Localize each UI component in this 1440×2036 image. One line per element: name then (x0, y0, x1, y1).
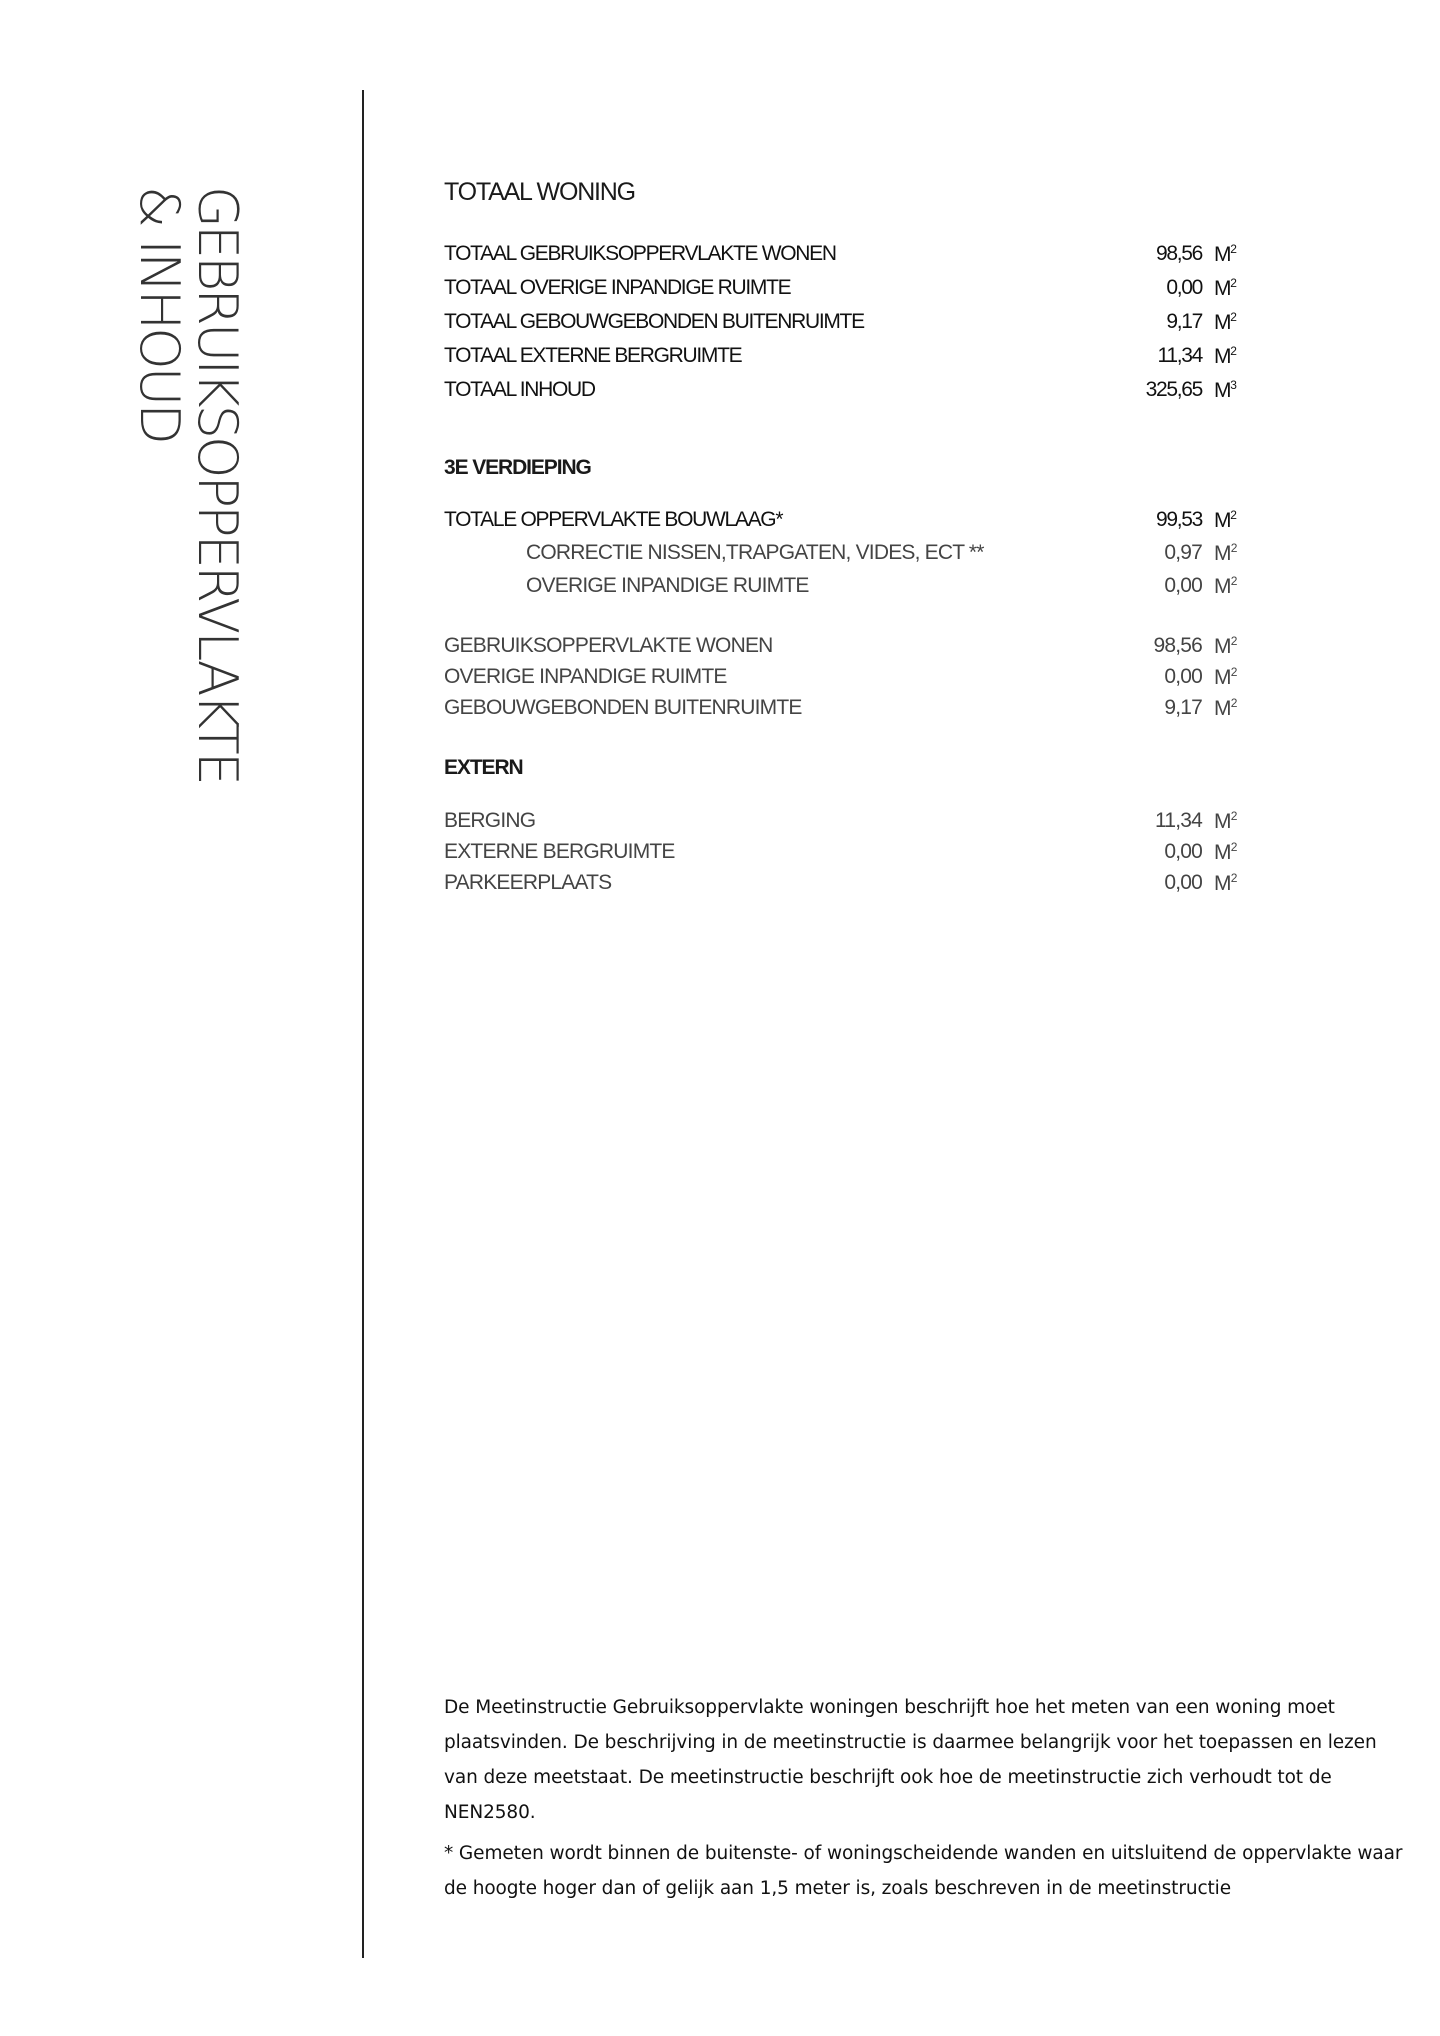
row-value: 11,34 (1155, 809, 1202, 832)
table-row (444, 696, 1244, 726)
row-label: TOTAAL GEBRUIKSOPPERVLAKTE WONEN (444, 242, 836, 265)
row-value: 0,00 (1166, 276, 1202, 299)
note-meetinstructie: De Meetinstructie Gebruiksoppervlakte woningen beschrijft hoe het meten van een woning moet plaatsvinden. De beschrijving in de meetinstructie is daarmee belangrijk voor het toepassen en lezen van deze meetstaat. De meetinstructie beschrijft ook hoe de meetinstructie zich verhoudt tot de NEN2580. (444, 1697, 1377, 1823)
table-row-correction (444, 541, 1244, 571)
row-label: TOTAAL OVERIGE INPANDIGE RUIMTE (444, 276, 791, 299)
table-row (444, 840, 1244, 870)
row-label: OVERIGE INPANDIGE RUIMTE (526, 574, 809, 597)
side-title-line-2: & INHOUD (128, 186, 191, 442)
table-row (444, 871, 1244, 901)
row-label: BERGING (444, 809, 536, 832)
section-heading-totaal-woning: TOTAAL WONING (444, 178, 635, 206)
row-value: 0,00 (1164, 871, 1202, 894)
note-asterisk: * Gemeten wordt binnen de buitenste- of woningscheidende wanden en uitsluitend de oppervlakte waar de hoogte hoger dan of gelijk aan 1,5 meter is, zoals beschreven in de meetinstructie (444, 1843, 1403, 1899)
row-unit: $M^2$ (1214, 696, 1237, 720)
row-value: 0,97 (1164, 541, 1202, 564)
row-label: OVERIGE INPANDIGE RUIMTE (444, 665, 727, 688)
table-row-correction (444, 574, 1244, 604)
row-unit: $M^2$ (1214, 809, 1237, 833)
table-row (444, 276, 1244, 306)
table-row (444, 378, 1244, 408)
row-label: GEBOUWGEBONDEN BUITENRUIMTE (444, 696, 802, 719)
row-value: 98,56 (1155, 242, 1202, 265)
row-value: 9,17 (1164, 696, 1202, 719)
row-label: TOTAAL EXTERNE BERGRUIMTE (444, 344, 742, 367)
table-row (444, 310, 1244, 340)
row-value: 0,00 (1164, 665, 1202, 688)
row-unit: $M^2$ (1214, 665, 1237, 689)
row-value: 0,00 (1164, 840, 1202, 863)
table-row (444, 634, 1244, 664)
row-value: 99,53 (1155, 508, 1202, 531)
row-value: 325,65 (1145, 378, 1202, 401)
table-row (444, 242, 1244, 272)
table-row-total (444, 508, 1244, 538)
footnotes (444, 1690, 1404, 1912)
table-row (444, 809, 1244, 839)
row-unit: $M^2$ (1214, 310, 1236, 334)
side-title-line-1: GEBRUIKSOPPERVLAKTE (186, 186, 249, 783)
table-row (444, 665, 1244, 695)
section-heading-3e-verdieping: 3E VERDIEPING (444, 456, 591, 479)
row-value: 11,34 (1157, 344, 1202, 367)
row-unit: $M^2$ (1214, 276, 1236, 300)
row-label: TOTAAL GEBOUWGEBONDEN BUITENRUIMTE (444, 310, 864, 333)
row-unit: $M^2$ (1214, 574, 1237, 598)
row-label: PARKEERPLAATS (444, 871, 612, 894)
row-label: GEBRUIKSOPPERVLAKTE WONEN (444, 634, 773, 657)
table-row (444, 344, 1244, 374)
row-unit: $M^2$ (1214, 541, 1237, 565)
row-unit: $M^2$ (1214, 840, 1237, 864)
vertical-divider (362, 90, 364, 1958)
row-unit: $M^2$ (1214, 242, 1236, 266)
row-value: 98,56 (1153, 634, 1202, 657)
row-label: CORRECTIE NISSEN,TRAPGATEN, VIDES, ECT ** (526, 541, 984, 564)
row-unit: $M^3$ (1214, 378, 1236, 402)
row-label: TOTAAL INHOUD (444, 378, 595, 401)
row-unit: $M^2$ (1214, 871, 1237, 895)
row-unit: $M^2$ (1214, 634, 1237, 658)
side-title (128, 186, 249, 783)
row-label: EXTERNE BERGRUIMTE (444, 840, 675, 863)
row-unit: $M^2$ (1214, 508, 1236, 532)
row-value: 0,00 (1164, 574, 1202, 597)
row-value: 9,17 (1166, 310, 1202, 333)
row-label: TOTALE OPPERVLAKTE BOUWLAAG* (444, 508, 783, 531)
section-heading-extern: EXTERN (444, 756, 523, 779)
row-unit: $M^2$ (1214, 344, 1236, 368)
